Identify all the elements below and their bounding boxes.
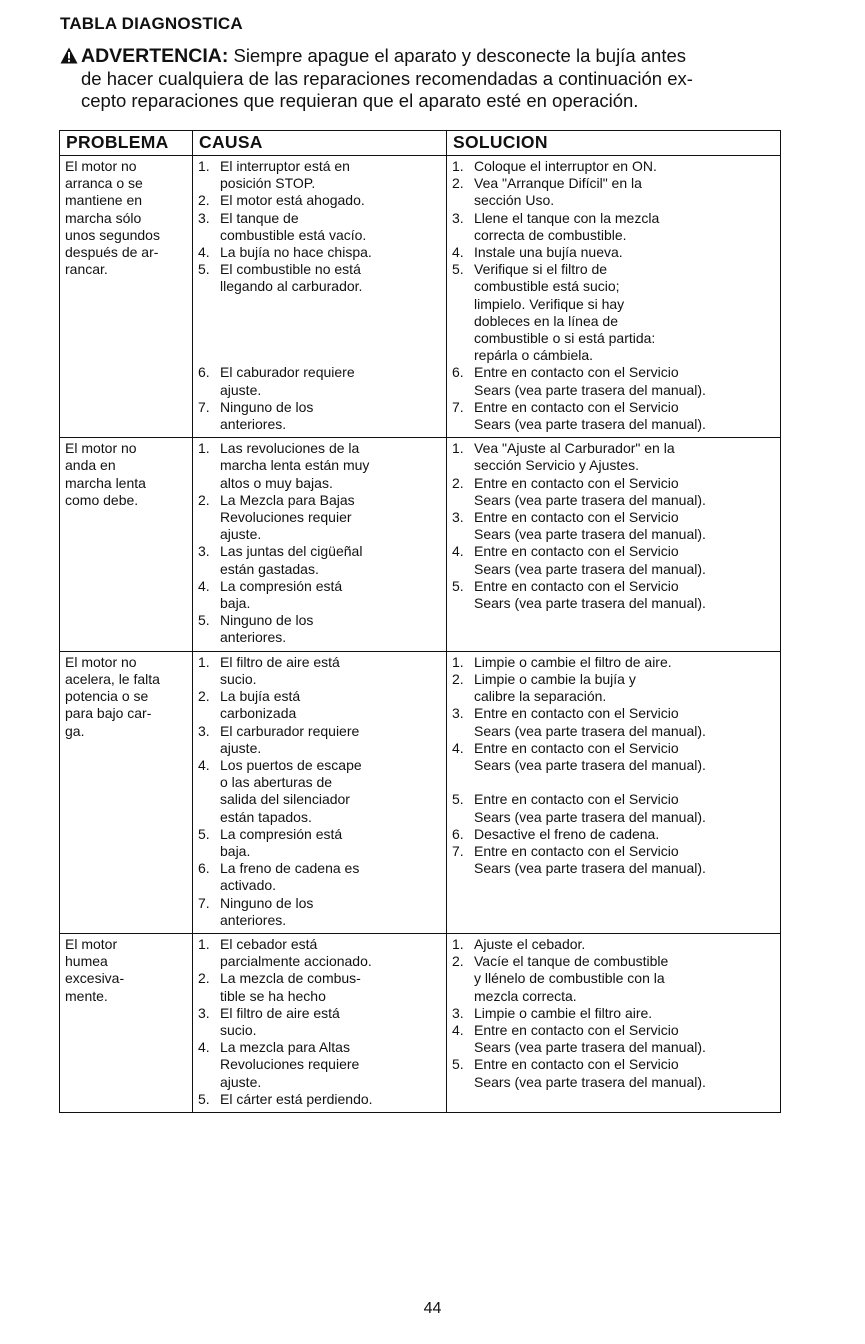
item-text: Vea "Ajuste al Carburador" en la sección Servicio y Ajustes. [474,440,675,474]
item-text: Ninguno de los anteriores. [220,894,314,928]
item-number: 4. [452,739,464,756]
item-number: 3. [198,722,210,739]
item-number: 4. [452,1021,464,1038]
item-text: El cárter está perdiendo. [220,1090,373,1107]
item-text: El carburador requiere ajuste. [220,722,360,756]
cause-item [198,688,442,722]
solution-cell [447,933,781,1112]
cause-item [198,399,442,433]
item-number: 1. [452,158,464,174]
diagnostic-table [59,130,781,1113]
item-text: Verifique si el filtro de combustible está sucio; limpielo. Verifique si hay dobleces en la línea de combustible o si está partida: repárla o cámbiela. [474,261,656,364]
item-number: 1. [452,653,464,670]
item-number: 3. [198,1004,210,1021]
item-text: Entre en contacto con el Servicio Sears (vea parte trasera del manual). [474,1021,706,1056]
item-number: 3. [452,509,464,526]
solution-item [452,936,776,953]
item-text: El interruptor está en posición STOP. [220,158,350,192]
solution-item [452,1056,776,1090]
cause-item [198,158,442,192]
solution-cell [447,438,781,651]
item-number: 4. [198,577,210,594]
cause-cell [193,438,447,651]
item-number: 1. [452,935,464,952]
item-number: 2. [198,192,210,209]
problem-cell: El motor no anda en marcha lenta como debe. [60,438,193,651]
item-text: Entre en contacto con el Servicio Sears (vea parte trasera del manual). [474,364,706,398]
item-text: El motor está ahogado. [220,192,365,209]
item-number: 7. [452,398,464,415]
cause-item [198,1039,442,1091]
item-text: Entre en contacto con el Servicio Sears (vea parte trasera del manual). [474,791,706,825]
item-text: La compresión está baja. [220,577,343,612]
item-text: Entre en contacto con el Servicio Sears (vea parte trasera del manual). [474,705,706,739]
cause-item [198,757,442,826]
problem-cell: El motor no arranca o se mantiene en marcha sólo unos segundos después de ar- rancar. [60,156,193,438]
solution-item [452,843,776,877]
cause-item [198,261,442,364]
item-number: 6. [452,825,464,842]
cause-cell [193,651,447,933]
item-number: 4. [198,756,210,773]
page-heading: TABLA DIAGNOSTICA [60,14,243,33]
header-causa: CAUSA [193,131,447,156]
item-number: 2. [452,953,464,970]
solution-item [452,475,776,509]
item-number: 2. [452,175,464,192]
warning-label: ADVERTENCIA: [81,45,229,67]
item-text: La compresión está baja. [220,825,343,859]
header-problema: PROBLEMA [60,131,193,156]
item-number: 5. [198,261,210,278]
cause-item [198,970,442,1004]
cause-item [198,612,442,646]
item-text: El filtro de aire está sucio. [220,653,340,687]
item-number: 5. [452,577,464,594]
item-text: Las revoluciones de la marcha lenta están muy altos o muy bajas. [220,440,370,491]
item-number: 4. [452,244,464,261]
cause-item [198,895,442,929]
item-text: Entre en contacto con el Servicio Sears (vea parte trasera del manual). [474,739,706,773]
page-number: 44 [423,1300,442,1317]
cause-item [198,210,442,244]
cause-cell [193,933,447,1112]
table-header-row [60,131,781,156]
solution-item [452,1005,776,1022]
item-number: 5. [198,612,210,629]
item-number: 4. [198,244,210,261]
item-text: Vea "Arranque Difícil" en la sección Uso. [474,175,642,209]
cause-item [198,543,442,577]
item-text: Limpie o cambie el filtro aire. [474,1004,653,1021]
cause-item [198,1091,442,1108]
problem-cell: El motor humea excesiva- mente. [60,933,193,1112]
item-number: 7. [198,894,210,911]
solution-item [452,826,776,843]
solution-item [452,578,776,612]
item-text: Entre en contacto con el Servicio Sears (vea parte trasera del manual). [474,1056,706,1090]
item-number: 2. [452,670,464,687]
item-text: El filtro de aire está sucio. [220,1004,340,1038]
item-text: Las juntas del cigüeñal están gastadas. [220,543,363,577]
item-number: 1. [198,653,210,670]
item-number: 1. [198,158,210,174]
solution-item [452,244,776,261]
item-text: La freno de cadena es activado. [220,860,360,894]
item-text: Entre en contacto con el Servicio Sears (vea parte trasera del manual). [474,543,706,577]
cause-item [198,826,442,860]
solution-item [452,158,776,175]
item-text: El caburador requiere ajuste. [220,364,355,398]
item-text: La bujía está carbonizada [220,688,301,722]
item-number: 3. [198,209,210,226]
item-number: 5. [198,1090,210,1107]
table-row [60,933,781,1112]
item-number: 6. [198,364,210,381]
item-number: 3. [452,1004,464,1021]
item-number: 3. [198,543,210,560]
item-text: Instale una bujía nueva. [474,244,623,261]
solution-cell [447,156,781,438]
warning-line-1 [60,45,820,68]
item-number: 5. [452,791,464,808]
cause-item [198,578,442,612]
solution-cell [447,651,781,933]
item-number: 3. [452,705,464,722]
cause-item [198,440,442,492]
warning-text-1: Siempre apague el aparato y desconecte la bujía antes [228,45,687,66]
item-number: 3. [452,209,464,226]
solution-item [452,671,776,705]
item-text: Entre en contacto con el Servicio Sears (vea parte trasera del manual). [474,577,706,612]
solution-item [452,440,776,474]
solution-item [452,654,776,671]
cause-item [198,192,442,209]
item-text: Vacíe el tanque de combustible y llénelo de combustible con la mezcla correcta. [474,953,669,1004]
cause-item [198,492,442,544]
item-number: 5. [452,261,464,278]
item-text: Ajuste el cebador. [474,935,586,952]
item-number: 5. [198,825,210,842]
item-text: La mezcla de combus- tible se ha hecho [220,970,361,1004]
item-text: La mezcla para Altas Revoluciones requiere ajuste. [220,1039,360,1090]
table-row [60,651,781,933]
item-text: Entre en contacto con el Servicio Sears (vea parte trasera del manual). [474,398,706,433]
item-number: 2. [198,970,210,987]
solution-item [452,509,776,543]
warning-line-2: de hacer cualquiera de las reparaciones recomendadas a continuación ex- [81,67,693,89]
solution-item [452,791,776,825]
solution-item [452,399,776,433]
item-text: Entre en contacto con el Servicio Sears (vea parte trasera del manual). [474,509,706,543]
item-text: Limpie o cambie el filtro de aire. [474,653,672,670]
item-number: 6. [452,364,464,381]
warning-triangle-icon [60,47,78,64]
header-solucion: SOLUCION [447,131,781,156]
solution-item [452,543,776,577]
item-number: 1. [198,935,210,952]
item-text: La bujía no hace chispa. [220,244,372,261]
item-text: Los puertos de escape o las aberturas de salida del silenciador están tapados. [220,756,362,825]
solution-item [452,953,776,1005]
item-text: El cebador está parcialmente accionado. [220,935,372,970]
item-number: 1. [452,440,464,457]
table-body [60,156,781,1113]
cause-item [198,244,442,261]
item-text: Coloque el interruptor en ON. [474,158,657,174]
cause-item [198,364,442,398]
item-number: 7. [198,398,210,415]
table-row [60,438,781,651]
table-row [60,156,781,438]
item-number: 4. [198,1039,210,1056]
cause-item [198,1005,442,1039]
item-number: 7. [452,842,464,859]
solution-item [452,261,776,364]
solution-item [452,1022,776,1056]
solution-item [452,175,776,209]
solution-item [452,705,776,739]
item-number: 2. [452,474,464,491]
item-number: 4. [452,543,464,560]
solution-item [452,364,776,398]
cause-item [198,936,442,970]
cause-cell [193,156,447,438]
item-number: 2. [198,688,210,705]
item-text: Entre en contacto con el Servicio Sears (vea parte trasera del manual). [474,474,706,508]
item-text: El combustible no está llegando al carburador. [220,261,363,295]
item-text: Entre en contacto con el Servicio Sears (vea parte trasera del manual). [474,842,706,877]
item-number: 2. [198,491,210,508]
cause-item [198,654,442,688]
item-text: Desactive el freno de cadena. [474,825,660,842]
item-text: Ninguno de los anteriores. [220,398,314,433]
warning-line-3: cepto reparaciones que requieran que el aparato esté en operación. [81,90,639,111]
item-text: Ninguno de los anteriores. [220,612,314,646]
cause-item [198,860,442,894]
item-number: 1. [198,440,210,457]
item-text: Llene el tanque con la mezcla correcta de combustible. [474,209,660,243]
item-number: 6. [198,860,210,877]
solution-item [452,210,776,244]
warning-notice [60,45,820,113]
item-text: Limpie o cambie la bujía y calibre la separación. [474,670,636,705]
item-text: El tanque de combustible está vacío. [220,209,367,243]
item-text: La Mezcla para Bajas Revoluciones requier ajuste. [220,491,355,543]
cause-item [198,723,442,757]
solution-item [452,740,776,792]
problem-cell: El motor no acelera, le falta potencia o se para bajo car- ga. [60,651,193,933]
item-number: 5. [452,1056,464,1073]
